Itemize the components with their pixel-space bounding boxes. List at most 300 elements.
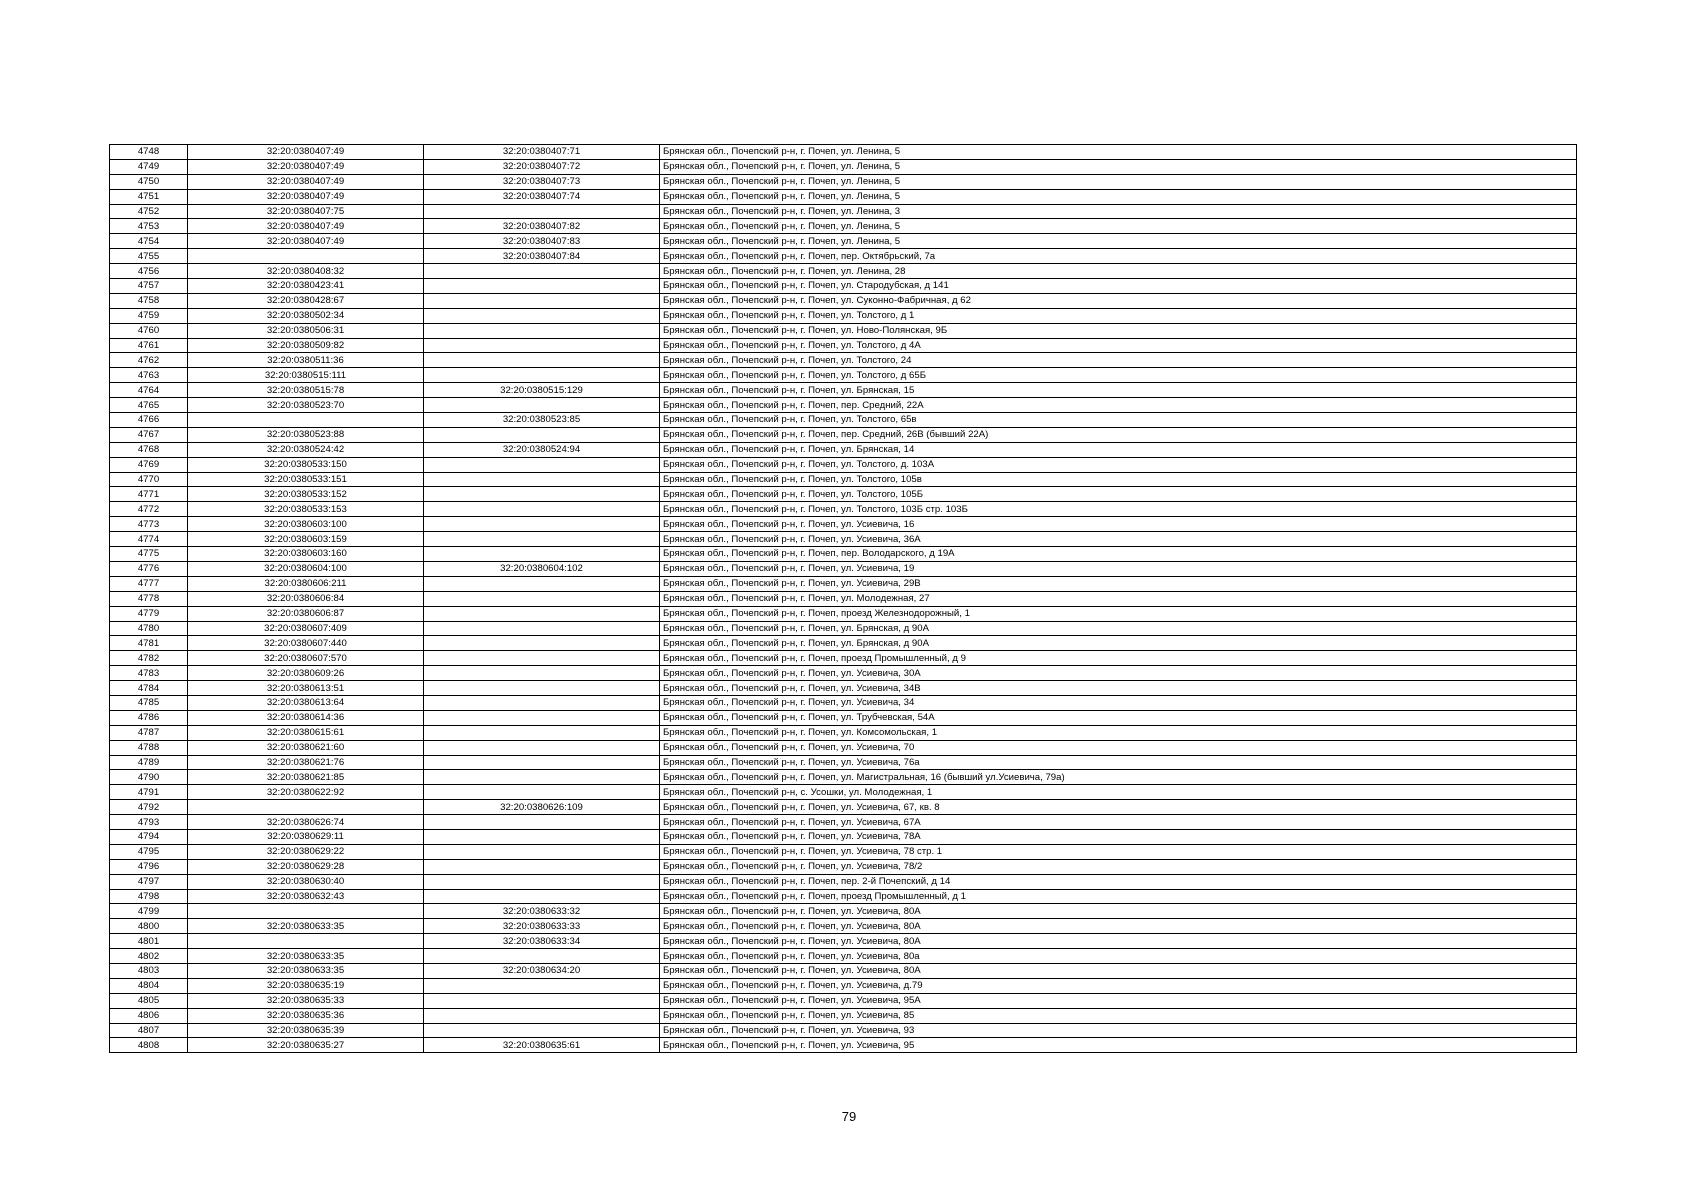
related-cadastral-number-cell	[424, 725, 660, 740]
related-cadastral-number-cell: 32:20:0380604:102	[424, 561, 660, 576]
cadastral-number-cell: 32:20:0380632:43	[188, 889, 424, 904]
address-cell: Брянская обл., Почепский р-н, г. Почеп, ул. Усиевича, 80А	[660, 919, 1577, 934]
cadastral-number-cell: 32:20:0380607:409	[188, 621, 424, 636]
table-row	[110, 963, 1577, 978]
row-number-cell: 4793	[110, 815, 188, 830]
row-number-cell: 4761	[110, 338, 188, 353]
row-number-cell: 4749	[110, 159, 188, 174]
related-cadastral-number-cell	[424, 353, 660, 368]
row-number-cell: 4781	[110, 636, 188, 651]
row-number-cell: 4756	[110, 264, 188, 279]
row-number-cell: 4758	[110, 293, 188, 308]
row-number-cell: 4783	[110, 666, 188, 681]
address-cell: Брянская обл., Почепский р-н, г. Почеп, ул. Ленина, 28	[660, 264, 1577, 279]
related-cadastral-number-cell	[424, 636, 660, 651]
data-table	[109, 144, 1577, 1053]
table-row	[110, 204, 1577, 219]
cadastral-number-cell: 32:20:0380613:51	[188, 681, 424, 696]
row-number-cell: 4797	[110, 874, 188, 889]
table-row	[110, 264, 1577, 279]
address-cell: Брянская обл., Почепский р-н, г. Почеп, пер. Октябрьский, 7а	[660, 249, 1577, 264]
related-cadastral-number-cell	[424, 472, 660, 487]
cadastral-number-cell: 32:20:0380407:49	[188, 234, 424, 249]
address-cell: Брянская обл., Почепский р-н, г. Почеп, ул. Усиевича, 93	[660, 1023, 1577, 1038]
cadastral-number-cell: 32:20:0380407:49	[188, 219, 424, 234]
address-cell: Брянская обл., Почепский р-н, г. Почеп, ул. Усиевича, 95	[660, 1038, 1577, 1053]
table-row	[110, 785, 1577, 800]
cadastral-number-cell: 32:20:0380407:49	[188, 145, 424, 160]
address-cell: Брянская обл., Почепский р-н, г. Почеп, ул. Усиевича, 16	[660, 517, 1577, 532]
related-cadastral-number-cell	[424, 978, 660, 993]
row-number-cell: 4762	[110, 353, 188, 368]
table-row	[110, 234, 1577, 249]
related-cadastral-number-cell	[424, 859, 660, 874]
table-row	[110, 368, 1577, 383]
table-row	[110, 725, 1577, 740]
table-row	[110, 293, 1577, 308]
table-row	[110, 993, 1577, 1008]
cadastral-number-cell: 32:20:0380533:151	[188, 472, 424, 487]
related-cadastral-number-cell: 32:20:0380524:94	[424, 442, 660, 457]
address-cell: Брянская обл., Почепский р-н, г. Почеп, пер. Средний, 26В (бывший 22А)	[660, 427, 1577, 442]
table-row	[110, 547, 1577, 562]
row-number-cell: 4804	[110, 978, 188, 993]
row-number-cell: 4764	[110, 383, 188, 398]
cadastral-number-cell: 32:20:0380603:160	[188, 547, 424, 562]
related-cadastral-number-cell	[424, 681, 660, 696]
address-cell: Брянская обл., Почепский р-н, г. Почеп, ул. Толстого, д 4А	[660, 338, 1577, 353]
related-cadastral-number-cell	[424, 591, 660, 606]
row-number-cell: 4760	[110, 323, 188, 338]
row-number-cell: 4786	[110, 710, 188, 725]
row-number-cell: 4777	[110, 576, 188, 591]
related-cadastral-number-cell: 32:20:0380407:73	[424, 174, 660, 189]
cadastral-number-cell: 32:20:0380606:87	[188, 606, 424, 621]
related-cadastral-number-cell	[424, 621, 660, 636]
row-number-cell: 4801	[110, 934, 188, 949]
cadastral-number-cell: 32:20:0380509:82	[188, 338, 424, 353]
related-cadastral-number-cell	[424, 323, 660, 338]
row-number-cell: 4778	[110, 591, 188, 606]
table-row	[110, 502, 1577, 517]
address-cell: Брянская обл., Почепский р-н, г. Почеп, ул. Усиевича, 80а	[660, 949, 1577, 964]
row-number-cell: 4803	[110, 963, 188, 978]
related-cadastral-number-cell: 32:20:0380407:83	[424, 234, 660, 249]
cadastral-number-cell: 32:20:0380629:11	[188, 829, 424, 844]
address-cell: Брянская обл., Почепский р-н, г. Почеп, ул. Магистральная, 16 (бывший ул.Усиевича, 79а)	[660, 770, 1577, 785]
address-cell: Брянская обл., Почепский р-н, г. Почеп, ул. Усиевича, д.79	[660, 978, 1577, 993]
table-row	[110, 159, 1577, 174]
related-cadastral-number-cell	[424, 308, 660, 323]
related-cadastral-number-cell: 32:20:0380635:61	[424, 1038, 660, 1053]
row-number-cell: 4768	[110, 442, 188, 457]
address-cell: Брянская обл., Почепский р-н, г. Почеп, ул. Брянская, д 90А	[660, 636, 1577, 651]
row-number-cell: 4776	[110, 561, 188, 576]
address-cell: Брянская обл., Почепский р-н, г. Почеп, ул. Молодежная, 27	[660, 591, 1577, 606]
related-cadastral-number-cell	[424, 338, 660, 353]
cadastral-number-cell: 32:20:0380502:34	[188, 308, 424, 323]
cadastral-number-cell: 32:20:0380626:74	[188, 815, 424, 830]
cadastral-number-cell: 32:20:0380524:42	[188, 442, 424, 457]
related-cadastral-number-cell	[424, 770, 660, 785]
related-cadastral-number-cell	[424, 889, 660, 904]
row-number-cell: 4769	[110, 457, 188, 472]
row-number-cell: 4799	[110, 904, 188, 919]
table-row	[110, 308, 1577, 323]
related-cadastral-number-cell	[424, 547, 660, 562]
cadastral-number-cell: 32:20:0380630:40	[188, 874, 424, 889]
row-number-cell: 4802	[110, 949, 188, 964]
address-cell: Брянская обл., Почепский р-н, г. Почеп, ул. Ленина, 5	[660, 145, 1577, 160]
cadastral-number-cell: 32:20:0380615:61	[188, 725, 424, 740]
table-row	[110, 710, 1577, 725]
table-row	[110, 457, 1577, 472]
table-row	[110, 353, 1577, 368]
cadastral-number-cell: 32:20:0380533:152	[188, 487, 424, 502]
table-row	[110, 1038, 1577, 1053]
address-cell: Брянская обл., Почепский р-н, г. Почеп, ул. Ленина, 5	[660, 189, 1577, 204]
table-row	[110, 413, 1577, 428]
row-number-cell: 4751	[110, 189, 188, 204]
cadastral-number-cell: 32:20:0380603:159	[188, 532, 424, 547]
row-number-cell: 4782	[110, 651, 188, 666]
cadastral-number-cell: 32:20:0380609:26	[188, 666, 424, 681]
address-cell: Брянская обл., Почепский р-н, г. Почеп, ул. Ленина, 5	[660, 174, 1577, 189]
row-number-cell: 4765	[110, 398, 188, 413]
address-cell: Брянская обл., Почепский р-н, г. Почеп, пер. Володарского, д 19А	[660, 547, 1577, 562]
address-cell: Брянская обл., Почепский р-н, г. Почеп, ул. Усиевича, 80А	[660, 934, 1577, 949]
table-row	[110, 145, 1577, 160]
row-number-cell: 4795	[110, 844, 188, 859]
table-row	[110, 174, 1577, 189]
cadastral-number-cell: 32:20:0380613:64	[188, 695, 424, 710]
related-cadastral-number-cell	[424, 815, 660, 830]
address-cell: Брянская обл., Почепский р-н, г. Почеп, ул. Усиевича, 70	[660, 740, 1577, 755]
address-cell: Брянская обл., Почепский р-н, г. Почеп, проезд Железнодорожный, 1	[660, 606, 1577, 621]
related-cadastral-number-cell: 32:20:0380523:85	[424, 413, 660, 428]
row-number-cell: 4754	[110, 234, 188, 249]
table-row	[110, 532, 1577, 547]
address-cell: Брянская обл., Почепский р-н, г. Почеп, ул. Толстого, 105Б	[660, 487, 1577, 502]
table-row	[110, 383, 1577, 398]
cadastral-number-cell: 32:20:0380603:100	[188, 517, 424, 532]
row-number-cell: 4757	[110, 279, 188, 294]
cadastral-number-cell: 32:20:0380635:36	[188, 1008, 424, 1023]
table-row	[110, 815, 1577, 830]
related-cadastral-number-cell: 32:20:0380407:74	[424, 189, 660, 204]
row-number-cell: 4805	[110, 993, 188, 1008]
cadastral-number-cell: 32:20:0380629:28	[188, 859, 424, 874]
cadastral-number-cell: 32:20:0380635:39	[188, 1023, 424, 1038]
address-cell: Брянская обл., Почепский р-н, г. Почеп, ул. Усиевича, 80А	[660, 963, 1577, 978]
row-number-cell: 4753	[110, 219, 188, 234]
address-cell: Брянская обл., Почепский р-н, г. Почеп, ул. Толстого, 103Б стр. 103Б	[660, 502, 1577, 517]
table-row	[110, 695, 1577, 710]
table-row	[110, 189, 1577, 204]
cadastral-number-cell: 32:20:0380523:88	[188, 427, 424, 442]
address-cell: Брянская обл., Почепский р-н, г. Почеп, ул. Ленина, 5	[660, 159, 1577, 174]
address-cell: Брянская обл., Почепский р-н, г. Почеп, ул. Ленина, 5	[660, 234, 1577, 249]
related-cadastral-number-cell: 32:20:0380407:82	[424, 219, 660, 234]
cadastral-number-cell: 32:20:0380407:49	[188, 174, 424, 189]
row-number-cell: 4780	[110, 621, 188, 636]
address-cell: Брянская обл., Почепский р-н, г. Почеп, ул. Ново-Полянская, 9Б	[660, 323, 1577, 338]
table-row	[110, 859, 1577, 874]
cadastral-number-cell: 32:20:0380407:49	[188, 159, 424, 174]
cadastral-number-cell: 32:20:0380607:570	[188, 651, 424, 666]
address-cell: Брянская обл., Почепский р-н, г. Почеп, ул. Толстого, д 65Б	[660, 368, 1577, 383]
table-row	[110, 427, 1577, 442]
address-cell: Брянская обл., Почепский р-н, г. Почеп, ул. Усиевича, 80А	[660, 904, 1577, 919]
address-cell: Брянская обл., Почепский р-н, г. Почеп, ул. Суконно-Фабричная, д 62	[660, 293, 1577, 308]
related-cadastral-number-cell: 32:20:0380626:109	[424, 800, 660, 815]
table-row	[110, 576, 1577, 591]
address-cell: Брянская обл., Почепский р-н, г. Почеп, ул. Брянская, 15	[660, 383, 1577, 398]
row-number-cell: 4748	[110, 145, 188, 160]
address-cell: Брянская обл., Почепский р-н, г. Почеп, ул. Ленина, 3	[660, 204, 1577, 219]
table-row	[110, 770, 1577, 785]
table-row	[110, 636, 1577, 651]
related-cadastral-number-cell	[424, 829, 660, 844]
cadastral-number-cell: 32:20:0380629:22	[188, 844, 424, 859]
table-row	[110, 249, 1577, 264]
address-cell: Брянская обл., Почепский р-н, г. Почеп, ул. Усиевича, 95А	[660, 993, 1577, 1008]
address-cell: Брянская обл., Почепский р-н, г. Почеп, ул. Усиевича, 34В	[660, 681, 1577, 696]
address-cell: Брянская обл., Почепский р-н, г. Почеп, пер. Средний, 22А	[660, 398, 1577, 413]
cadastral-number-cell: 32:20:0380621:85	[188, 770, 424, 785]
cadastral-number-cell: 32:20:0380635:19	[188, 978, 424, 993]
cadastral-number-cell: 32:20:0380511:36	[188, 353, 424, 368]
address-cell: Брянская обл., Почепский р-н, г. Почеп, ул. Усиевича, 78А	[660, 829, 1577, 844]
address-cell: Брянская обл., Почепский р-н, г. Почеп, ул. Усиевича, 67, кв. 8	[660, 800, 1577, 815]
address-cell: Брянская обл., Почепский р-н, г. Почеп, ул. Усиевича, 78 стр. 1	[660, 844, 1577, 859]
address-cell: Брянская обл., Почепский р-н, г. Почеп, ул. Усиевича, 30А	[660, 666, 1577, 681]
row-number-cell: 4785	[110, 695, 188, 710]
cadastral-number-cell: 32:20:0380423:41	[188, 279, 424, 294]
row-number-cell: 4788	[110, 740, 188, 755]
table-row	[110, 800, 1577, 815]
cadastral-number-cell: 32:20:0380622:92	[188, 785, 424, 800]
row-number-cell: 4794	[110, 829, 188, 844]
address-cell: Брянская обл., Почепский р-н, г. Почеп, ул. Усиевича, 67А	[660, 815, 1577, 830]
cadastral-number-cell: 32:20:0380428:67	[188, 293, 424, 308]
address-cell: Брянская обл., Почепский р-н, г. Почеп, ул. Усиевича, 29В	[660, 576, 1577, 591]
cadastral-number-cell: 32:20:0380633:35	[188, 919, 424, 934]
related-cadastral-number-cell	[424, 755, 660, 770]
row-number-cell: 4807	[110, 1023, 188, 1038]
related-cadastral-number-cell	[424, 517, 660, 532]
row-number-cell: 4772	[110, 502, 188, 517]
table-row	[110, 755, 1577, 770]
table-row	[110, 949, 1577, 964]
table-row	[110, 338, 1577, 353]
related-cadastral-number-cell	[424, 695, 660, 710]
cadastral-number-cell	[188, 800, 424, 815]
related-cadastral-number-cell: 32:20:0380634:20	[424, 963, 660, 978]
cadastral-number-cell: 32:20:0380633:35	[188, 949, 424, 964]
table-row	[110, 323, 1577, 338]
related-cadastral-number-cell	[424, 666, 660, 681]
address-cell: Брянская обл., Почепский р-н, г. Почеп, ул. Толстого, 105в	[660, 472, 1577, 487]
row-number-cell: 4752	[110, 204, 188, 219]
address-cell: Брянская обл., Почепский р-н, г. Почеп, ул. Усиевича, 76а	[660, 755, 1577, 770]
address-cell: Брянская обл., Почепский р-н, г. Почеп, пер. 2-й Почепский, д 14	[660, 874, 1577, 889]
row-number-cell: 4787	[110, 725, 188, 740]
address-cell: Брянская обл., Почепский р-н, г. Почеп, ул. Толстого, 65в	[660, 413, 1577, 428]
related-cadastral-number-cell	[424, 606, 660, 621]
row-number-cell: 4808	[110, 1038, 188, 1053]
address-cell: Брянская обл., Почепский р-н, г. Почеп, ул. Усиевича, 85	[660, 1008, 1577, 1023]
row-number-cell: 4763	[110, 368, 188, 383]
row-number-cell: 4771	[110, 487, 188, 502]
table-row	[110, 904, 1577, 919]
table-row	[110, 487, 1577, 502]
table-row	[110, 874, 1577, 889]
table-row	[110, 279, 1577, 294]
row-number-cell: 4770	[110, 472, 188, 487]
related-cadastral-number-cell	[424, 487, 660, 502]
cadastral-number-cell: 32:20:0380621:76	[188, 755, 424, 770]
row-number-cell: 4789	[110, 755, 188, 770]
related-cadastral-number-cell: 32:20:0380407:71	[424, 145, 660, 160]
related-cadastral-number-cell	[424, 1008, 660, 1023]
address-cell: Брянская обл., Почепский р-н, г. Почеп, ул. Стародубская, д 141	[660, 279, 1577, 294]
table-row	[110, 681, 1577, 696]
page-number: 79	[841, 1109, 857, 1124]
table-row	[110, 219, 1577, 234]
cadastral-number-cell: 32:20:0380606:84	[188, 591, 424, 606]
cadastral-number-cell: 32:20:0380515:111	[188, 368, 424, 383]
row-number-cell: 4755	[110, 249, 188, 264]
address-cell: Брянская обл., Почепский р-н, г. Почеп, ул. Трубчевская, 54А	[660, 710, 1577, 725]
address-cell: Брянская обл., Почепский р-н, с. Усошки, ул. Молодежная, 1	[660, 785, 1577, 800]
address-cell: Брянская обл., Почепский р-н, г. Почеп, проезд Промышленный, д 1	[660, 889, 1577, 904]
table-row	[110, 606, 1577, 621]
address-cell: Брянская обл., Почепский р-н, г. Почеп, ул. Усиевича, 34	[660, 695, 1577, 710]
table-row	[110, 666, 1577, 681]
related-cadastral-number-cell	[424, 785, 660, 800]
table-row	[110, 398, 1577, 413]
related-cadastral-number-cell	[424, 1023, 660, 1038]
row-number-cell: 4790	[110, 770, 188, 785]
related-cadastral-number-cell	[424, 710, 660, 725]
address-cell: Брянская обл., Почепский р-н, г. Почеп, ул. Толстого, 24	[660, 353, 1577, 368]
related-cadastral-number-cell: 32:20:0380633:32	[424, 904, 660, 919]
related-cadastral-number-cell	[424, 293, 660, 308]
address-cell: Брянская обл., Почепский р-н, г. Почеп, ул. Брянская, д 90А	[660, 621, 1577, 636]
cadastral-number-cell	[188, 249, 424, 264]
related-cadastral-number-cell	[424, 532, 660, 547]
cadastral-number-cell: 32:20:0380635:33	[188, 993, 424, 1008]
cadastral-number-cell: 32:20:0380614:36	[188, 710, 424, 725]
cadastral-number-cell: 32:20:0380533:153	[188, 502, 424, 517]
related-cadastral-number-cell: 32:20:0380633:33	[424, 919, 660, 934]
table-row	[110, 919, 1577, 934]
cadastral-number-cell: 32:20:0380515:78	[188, 383, 424, 398]
address-cell: Брянская обл., Почепский р-н, г. Почеп, проезд Промышленный, д 9	[660, 651, 1577, 666]
cadastral-number-cell: 32:20:0380604:100	[188, 561, 424, 576]
row-number-cell: 4767	[110, 427, 188, 442]
cadastral-number-cell	[188, 904, 424, 919]
row-number-cell: 4798	[110, 889, 188, 904]
related-cadastral-number-cell: 32:20:0380515:129	[424, 383, 660, 398]
table-row	[110, 517, 1577, 532]
row-number-cell: 4779	[110, 606, 188, 621]
table-row	[110, 1008, 1577, 1023]
cadastral-number-cell: 32:20:0380533:150	[188, 457, 424, 472]
cadastral-number-cell	[188, 413, 424, 428]
related-cadastral-number-cell	[424, 949, 660, 964]
row-number-cell: 4750	[110, 174, 188, 189]
row-number-cell: 4792	[110, 800, 188, 815]
related-cadastral-number-cell: 32:20:0380407:84	[424, 249, 660, 264]
related-cadastral-number-cell	[424, 576, 660, 591]
table-row	[110, 1023, 1577, 1038]
related-cadastral-number-cell	[424, 427, 660, 442]
table-row	[110, 829, 1577, 844]
table-row	[110, 472, 1577, 487]
address-cell: Брянская обл., Почепский р-н, г. Почеп, ул. Толстого, д. 103А	[660, 457, 1577, 472]
address-cell: Брянская обл., Почепский р-н, г. Почеп, ул. Брянская, 14	[660, 442, 1577, 457]
related-cadastral-number-cell	[424, 502, 660, 517]
table-row	[110, 978, 1577, 993]
related-cadastral-number-cell	[424, 457, 660, 472]
address-cell: Брянская обл., Почепский р-н, г. Почеп, ул. Усиевича, 78/2	[660, 859, 1577, 874]
related-cadastral-number-cell	[424, 740, 660, 755]
related-cadastral-number-cell: 32:20:0380633:34	[424, 934, 660, 949]
row-number-cell: 4791	[110, 785, 188, 800]
cadastral-number-cell: 32:20:0380407:49	[188, 189, 424, 204]
related-cadastral-number-cell	[424, 368, 660, 383]
row-number-cell: 4800	[110, 919, 188, 934]
cadastral-number-cell: 32:20:0380633:35	[188, 963, 424, 978]
row-number-cell: 4759	[110, 308, 188, 323]
address-cell: Брянская обл., Почепский р-н, г. Почеп, ул. Комсомольская, 1	[660, 725, 1577, 740]
cadastral-number-cell: 32:20:0380408:32	[188, 264, 424, 279]
related-cadastral-number-cell	[424, 993, 660, 1008]
cadastral-number-cell	[188, 934, 424, 949]
cadastral-number-cell: 32:20:0380606:211	[188, 576, 424, 591]
row-number-cell: 4766	[110, 413, 188, 428]
address-cell: Брянская обл., Почепский р-н, г. Почеп, ул. Толстого, д 1	[660, 308, 1577, 323]
related-cadastral-number-cell	[424, 279, 660, 294]
related-cadastral-number-cell	[424, 651, 660, 666]
table-row	[110, 889, 1577, 904]
cadastral-number-cell: 32:20:0380506:31	[188, 323, 424, 338]
table-row	[110, 651, 1577, 666]
address-cell: Брянская обл., Почепский р-н, г. Почеп, ул. Ленина, 5	[660, 219, 1577, 234]
table-body	[110, 145, 1577, 1053]
row-number-cell: 4796	[110, 859, 188, 874]
table-row	[110, 740, 1577, 755]
cadastral-number-cell: 32:20:0380621:60	[188, 740, 424, 755]
table-row	[110, 621, 1577, 636]
cadastral-number-cell: 32:20:0380635:27	[188, 1038, 424, 1053]
address-cell: Брянская обл., Почепский р-н, г. Почеп, ул. Усиевича, 36А	[660, 532, 1577, 547]
table-row	[110, 591, 1577, 606]
related-cadastral-number-cell	[424, 264, 660, 279]
row-number-cell: 4773	[110, 517, 188, 532]
table-row	[110, 844, 1577, 859]
cadastral-number-cell: 32:20:0380523:70	[188, 398, 424, 413]
row-number-cell: 4806	[110, 1008, 188, 1023]
related-cadastral-number-cell	[424, 398, 660, 413]
table-row	[110, 561, 1577, 576]
related-cadastral-number-cell: 32:20:0380407:72	[424, 159, 660, 174]
address-cell: Брянская обл., Почепский р-н, г. Почеп, ул. Усиевича, 19	[660, 561, 1577, 576]
cadastral-number-cell: 32:20:0380407:75	[188, 204, 424, 219]
cadastral-number-cell: 32:20:0380607:440	[188, 636, 424, 651]
